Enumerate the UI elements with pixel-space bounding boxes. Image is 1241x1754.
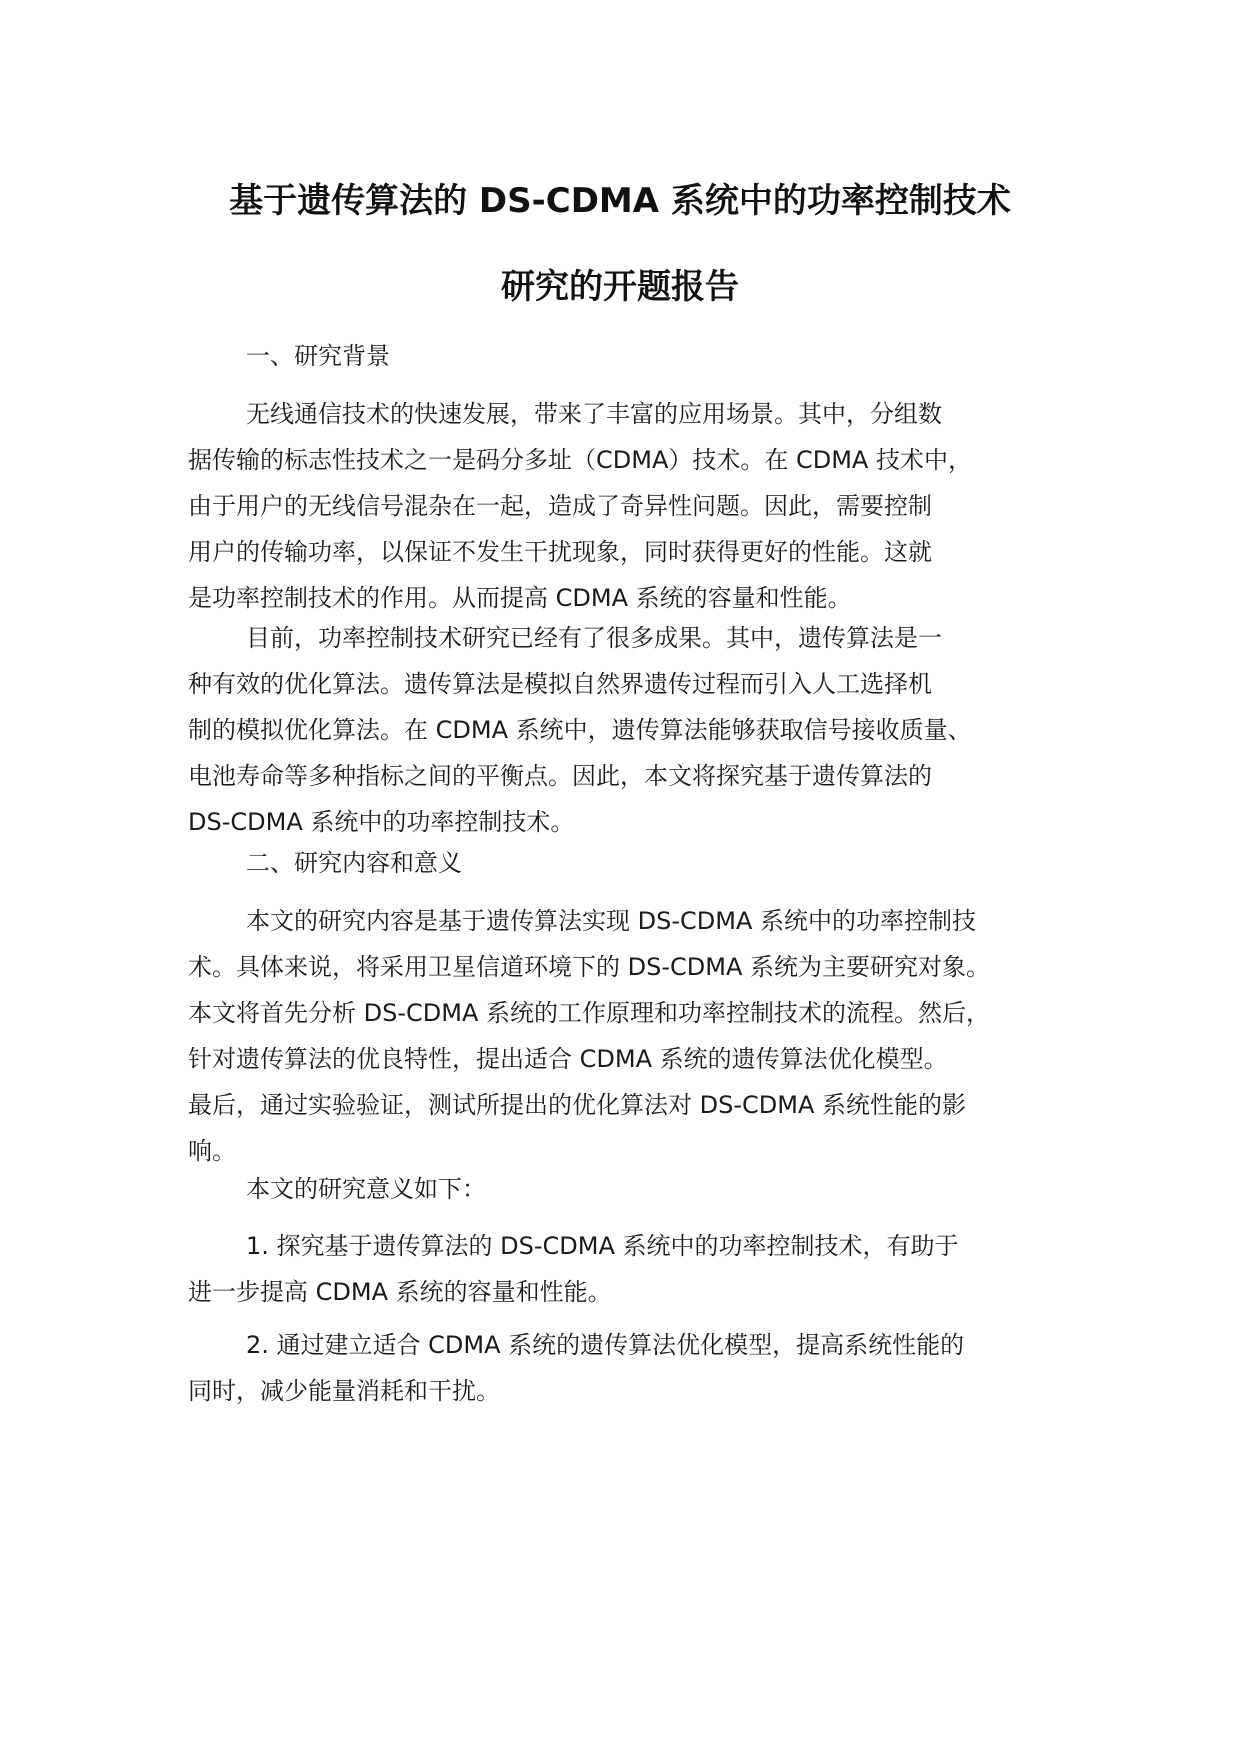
paragraph-line: 最后，通过实验验证，测试所提出的优化算法对 DS-CDMA 系统性能的影 — [188, 1091, 966, 1119]
document-title-line-1: 基于遗传算法的 DS-CDMA 系统中的功率控制技术 — [229, 181, 1011, 221]
paragraph-line: 是功率控制技术的作用。从而提高 CDMA 系统的容量和性能。 — [188, 584, 852, 612]
section-1-heading — [188, 333, 1088, 379]
paragraph-line: 本文的研究意义如下： — [246, 1175, 486, 1203]
paragraph-line: 无线通信技术的快速发展，带来了丰富的应用场景。其中，分组数 — [246, 400, 942, 428]
paragraph-line: 据传输的标志性技术之一是码分多址（CDMA）技术。在 CDMA 技术中， — [188, 446, 972, 474]
paragraph-line: 种有效的优化算法。遗传算法是模拟自然界遗传过程而引入人工选择机 — [188, 670, 932, 698]
paragraph-line: DS-CDMA 系统中的功率控制技术。 — [188, 808, 575, 836]
section-2-paragraph-1 — [188, 898, 1088, 1174]
paragraph-line: 本文的研究内容是基于遗传算法实现 DS-CDMA 系统中的功率控制技 — [246, 907, 976, 935]
document-title-line-2: 研究的开题报告 — [501, 267, 739, 307]
section-1-paragraph-2 — [188, 615, 1088, 845]
section-1-paragraph-1 — [188, 391, 1088, 621]
section-heading-text: 一、研究背景 — [246, 342, 390, 370]
section-heading-text: 二、研究内容和意义 — [246, 849, 462, 877]
section-2-heading — [188, 840, 1088, 886]
paragraph-line: 2. 通过建立适合 CDMA 系统的遗传算法优化模型，提高系统性能的 — [246, 1331, 965, 1359]
paragraph-line: 同时，减少能量消耗和干扰。 — [188, 1377, 500, 1405]
paragraph-line: 用户的传输功率，以保证不发生干扰现象，同时获得更好的性能。这就 — [188, 538, 932, 566]
paragraph-line: 1. 探究基于遗传算法的 DS-CDMA 系统中的功率控制技术，有助于 — [246, 1232, 959, 1260]
significance-item-2 — [188, 1322, 1088, 1414]
paragraph-line: 术。具体来说，将采用卫星信道环境下的 DS-CDMA 系统为主要研究对象。 — [188, 953, 990, 981]
paragraph-line: 进一步提高 CDMA 系统的容量和性能。 — [188, 1278, 612, 1306]
paragraph-line: 本文将首先分析 DS-CDMA 系统的工作原理和功率控制技术的流程。然后， — [188, 999, 990, 1027]
paragraph-line: 目前，功率控制技术研究已经有了很多成果。其中，遗传算法是一 — [246, 624, 942, 652]
significance-intro — [188, 1166, 1088, 1212]
significance-item-1 — [188, 1223, 1088, 1315]
paragraph-line: 制的模拟优化算法。在 CDMA 系统中，遗传算法能够获取信号接收质量、 — [188, 716, 972, 744]
paragraph-line: 电池寿命等多种指标之间的平衡点。因此，本文将探究基于遗传算法的 — [188, 762, 932, 790]
paragraph-line: 响。 — [188, 1137, 236, 1165]
paragraph-line: 由于用户的无线信号混杂在一起，造成了奇异性问题。因此，需要控制 — [188, 492, 932, 520]
paragraph-line: 针对遗传算法的优良特性，提出适合 CDMA 系统的遗传算法优化模型。 — [188, 1045, 948, 1073]
